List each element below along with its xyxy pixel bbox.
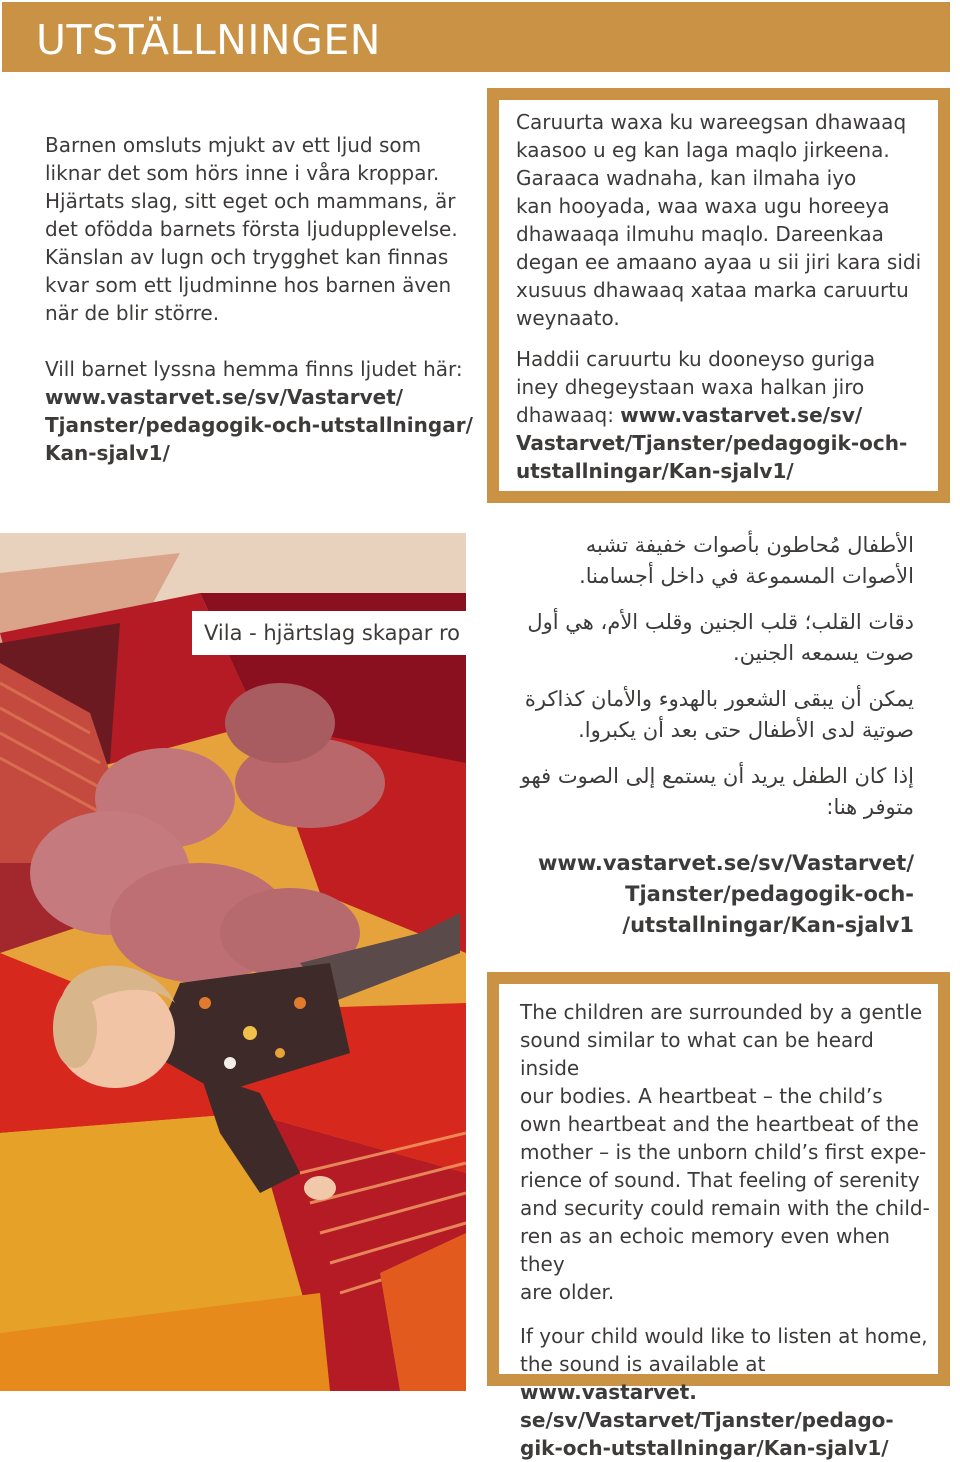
arabic-link-line[interactable]: /utstallningar/Kan-sjalv1: [622, 913, 914, 937]
page-title: UTSTÄLLNINGEN: [36, 16, 381, 64]
arabic-link-line[interactable]: Tjanster/pedagogik-och-: [625, 882, 914, 906]
swedish-line: när de blir större.: [45, 301, 220, 325]
english-text-block: [520, 998, 936, 1462]
somali-line: kaasoo u eg kan laga maqlo jirkeena.: [516, 138, 890, 162]
somali-link-line[interactable]: utstallningar/Kan-sjalv1/: [516, 459, 794, 483]
english-link-line[interactable]: gik-och-utstallningar/Kan-sjalv1/: [520, 1436, 889, 1460]
arabic-paragraph: يمكن أن يبقى الشعور بالهدوء والأمان كذاكرة صوتية لدى الأطفال حتى بعد أن يكبروا.: [524, 687, 914, 742]
english-line: sound similar to what can be heard inside: [520, 1028, 874, 1080]
english-link-line[interactable]: se/sv/Vastarvet/Tjanster/pedago-: [520, 1408, 894, 1432]
english-line: rience of sound. That feeling of serenity: [520, 1168, 920, 1192]
swedish-listen-text: Vill barnet lyssna hemma finns ljudet här:: [45, 357, 463, 381]
swedish-line: liknar det som hörs inne i våra kroppar.: [45, 161, 440, 185]
swedish-link-line[interactable]: Tjanster/pedagogik-och-utstallningar/: [45, 413, 473, 437]
arabic-link-line[interactable]: www.vastarvet.se/sv/Vastarvet/: [538, 851, 914, 875]
english-listen-prefix: the sound is available at: [520, 1352, 766, 1376]
swedish-link-line[interactable]: www.vastarvet.se/sv/Vastarvet/: [45, 385, 404, 409]
somali-line: kan hooyada, waa waxa ugu horeeya: [516, 194, 890, 218]
arabic-paragraph: إذا كان الطفل يريد أن يستمع إلى الصوت فهو متوفر هنا:: [520, 764, 914, 819]
somali-line: Caruurta waxa ku wareegsan dhawaaq: [516, 110, 907, 134]
somali-listen-line: Haddii caruurtu ku dooneyso guriga: [516, 347, 876, 371]
arabic-link[interactable]: [520, 848, 914, 941]
english-line: are older.: [520, 1280, 615, 1304]
somali-line: xusuus dhawaaq xataa marka caruurtu: [516, 278, 909, 302]
english-link-start[interactable]: www.vastarvet.: [520, 1380, 697, 1404]
swedish-line: Barnen omsluts mjukt av ett ljud som: [45, 133, 422, 157]
somali-text-block: [516, 108, 936, 485]
somali-link-start[interactable]: www.vastarvet.se/sv/: [620, 403, 863, 427]
photo-caption: [192, 611, 466, 655]
english-line: own heartbeat and the heartbeat of the: [520, 1112, 919, 1136]
english-line: and security could remain with the child-: [520, 1196, 930, 1220]
arabic-paragraph: الأطفال مُحاطون بأصوات خفيفة تشبه الأصوات المسموعة في داخل أجسامنا.: [579, 533, 914, 588]
somali-line: Garaaca wadnaha, kan ilmaha iyo: [516, 166, 857, 190]
somali-line: degan ee amaano ayaa u sii jiri kara sidi: [516, 250, 922, 274]
arabic-paragraph: دقات القلب؛ قلب الجنين وقلب الأم، هي أول صوت يسمعه الجنين.: [527, 610, 914, 665]
english-listen-line: If your child would like to listen at home,: [520, 1324, 928, 1348]
photo-caption-text: Vila - hjärtslag skapar ro: [204, 621, 461, 645]
somali-line: weynaato.: [516, 306, 620, 330]
page-header: [2, 2, 950, 72]
swedish-line: kvar som ett ljudminne hos barnen även: [45, 273, 452, 297]
swedish-link-line[interactable]: Kan-sjalv1/: [45, 441, 170, 465]
english-line: mother – is the unborn child’s first expe-: [520, 1140, 927, 1164]
english-line: our bodies. A heartbeat – the child’s: [520, 1084, 883, 1108]
english-line: The children are surrounded by a gentle: [520, 1000, 923, 1024]
photo-illustration: [0, 533, 466, 1391]
swedish-line: Hjärtats slag, sitt eget och mammans, är: [45, 189, 456, 213]
somali-listen-prefix: dhawaaq:: [516, 403, 621, 427]
english-line: ren as an echoic memory even when they: [520, 1224, 890, 1276]
photo-child-resting: [0, 533, 466, 1391]
somali-link-line[interactable]: Vastarvet/Tjanster/pedagogik-och-: [516, 431, 908, 455]
swedish-line: Känslan av lugn och trygghet kan finnas: [45, 245, 449, 269]
arabic-text-block: [520, 530, 914, 838]
swedish-line: det ofödda barnets första ljudupplevelse.: [45, 217, 458, 241]
somali-line: dhawaaqa ilmuhu maqlo. Dareenkaa: [516, 222, 884, 246]
somali-listen-line: iney dhegeystaan waxa halkan jiro: [516, 375, 865, 399]
swedish-text-block: [45, 131, 475, 467]
